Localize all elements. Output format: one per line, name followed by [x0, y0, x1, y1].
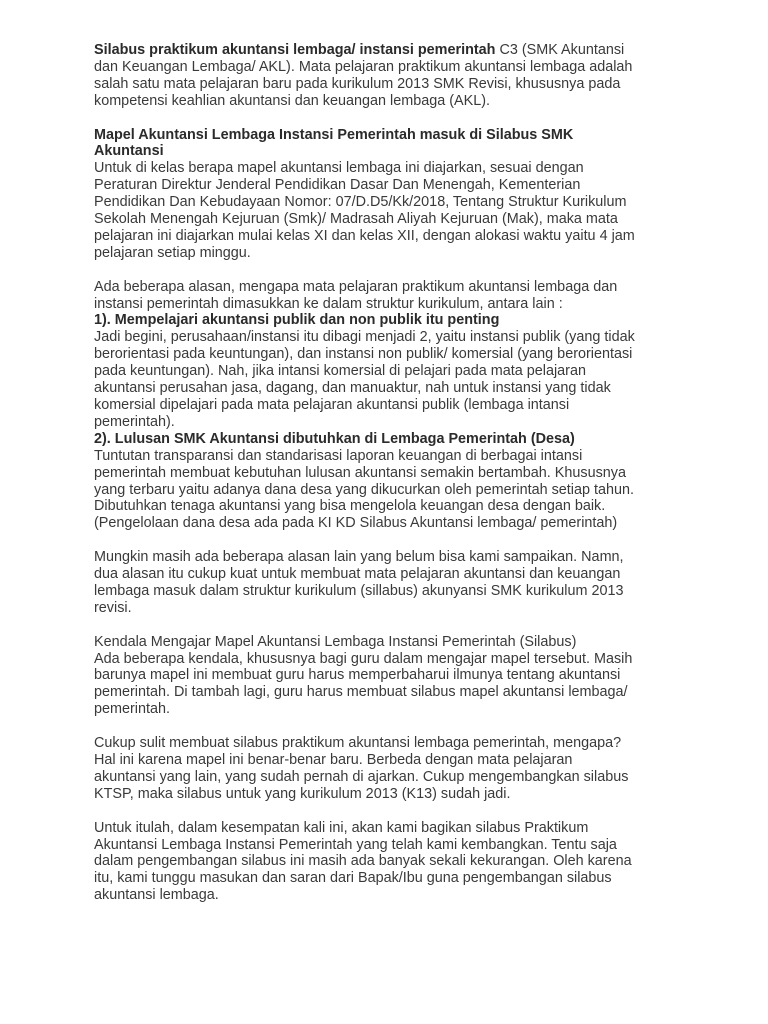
section-heading: Mapel Akuntansi Lembaga Instansi Pemerintah masuk di Silabus SMK — [94, 126, 574, 143]
text-line: Untuk itulah, dalam kesempatan kali ini, akan kami bagikan silabus Praktikum — [94, 819, 589, 836]
text-line: Pendidikan Dan Kebudayaan Nomor: 07/D.D5/Kk/2018, Tentang Struktur Kurikulum — [94, 194, 627, 211]
intro-paragraph — [94, 42, 694, 110]
text-line: pelajaran ini diajarkan mulai kelas XI dan kelas XII, dengan alokasi waktu yaitu 4 jam — [94, 227, 635, 244]
text-line: Ada beberapa alasan, mengapa mata pelajaran praktikum akuntansi lembaga dan — [94, 278, 618, 295]
text-line: berorientasi pada keuntungan), dan instansi non publik/ komersial (yang berorientasi — [94, 346, 633, 363]
text-line: akuntansi perusahan jasa, dagang, dan manuaktur, nah untuk instansi yang tidak — [94, 380, 611, 397]
obstacles-paragraph — [94, 634, 694, 719]
text-line: Ada beberapa kendala, khususnya bagi guru dalam mengajar mapel tersebut. Masih — [94, 650, 633, 667]
text-line: Dibutuhkan tenaga akuntansi yang bisa mengelola keuangan desa dengan baik. — [94, 498, 606, 515]
text-line: Cukup sulit membuat silabus praktikum akuntansi lembaga pemerintah, mengapa? — [94, 735, 622, 752]
text-line: pemerintah). — [94, 413, 175, 430]
text-line: Mungkin masih ada beberapa alasan lain yang belum bisa kami sampaikan. Namn, — [94, 549, 624, 566]
text-line: dan Keuangan Lembaga/ AKL). Mata pelajaran praktikum akuntansi lembaga adalah — [94, 58, 633, 75]
text-line: instansi pemerintah dimasukkan ke dalam struktur kurikulum, antara lain : — [94, 295, 563, 312]
text-line: komersial dipelajari pada mata pelajaran akuntansi publik (lembaga intansi — [94, 397, 570, 413]
text-line: Sekolah Menengah Kejuruan (Smk)/ Madrasah Aliyah Kejuruan (Mak), maka mata — [94, 211, 618, 228]
text-line: pemerintah. — [94, 701, 170, 718]
text-line: pemerintah membuat kebutuhan lulusan akuntansi semakin bertambah. Khususnya — [94, 464, 626, 481]
other-reasons-paragraph — [94, 549, 694, 617]
text-line: revisi. — [94, 599, 132, 616]
text-line: Jadi begini, perusahaan/instansi itu dibagi menjadi 2, yaitu instansi publik (yang tidak — [94, 329, 635, 346]
intro-bold-phrase: Silabus praktikum akuntansi lembaga/ instansi pemerintah — [94, 42, 496, 58]
reasons-paragraph — [94, 279, 694, 533]
text-line: lembaga masuk dalam struktur kurikulum (sillabus) akunyansi SMK kurikulum 2013 — [94, 582, 624, 599]
text-line: akuntansi yang lain, yang sudah pernah di ajarkan. Cukup mengembangkan silabus — [94, 768, 629, 785]
text-line: Hal ini karena mapel ini benar-benar baru. Berbeda dengan mata pelajaran — [94, 751, 573, 768]
section-mapel-paragraph — [94, 127, 694, 262]
intro-rest: C3 (SMK Akuntansi — [495, 42, 625, 58]
reason-heading: 2). Lulusan SMK Akuntansi dibutuhkan di Lembaga Pemerintah (Desa) — [94, 430, 575, 447]
reason-heading: 1). Mempelajari akuntansi publik dan non publik itu penting — [94, 312, 500, 329]
text-line: pelajaran setiap minggu. — [94, 244, 251, 261]
text-line: kompetensi keahlian akuntansi dan keuangan lembaga (AKL). — [94, 92, 491, 109]
text-line: (Pengelolaan dana desa ada pada KI KD Silabus Akuntansi lembaga/ pemerintah) — [94, 515, 618, 532]
closing-paragraph — [94, 820, 694, 905]
text-line: akuntansi lembaga. — [94, 887, 219, 904]
document-page — [94, 42, 694, 921]
section-heading: Akuntansi — [94, 143, 164, 160]
text-line: Peraturan Direktur Jenderal Pendidikan Dasar Dan Menengah, Kementerian — [94, 177, 581, 194]
text-line: KTSP, maka silabus untuk yang kurikulum 2013 (K13) sudah jadi. — [94, 785, 511, 802]
text-line: itu, kami tunggu masukan dan saran dari Bapak/Ibu guna pengembangan silabus — [94, 870, 612, 887]
text-line: pada keuntungan). Nah, jika intansi komersial di pelajari pada mata pelajaran — [94, 363, 586, 380]
text-line: yang terbaru yaitu adanya dana desa yang dikucurkan oleh pemerintah setiap tahun. — [94, 481, 635, 498]
text-line: Akuntansi Lembaga Instansi Pemerintah yang telah kami kembangkan. Tentu saja — [94, 836, 617, 853]
text-line — [94, 42, 694, 59]
text-line: dua alasan itu cukup kuat untuk membuat mata pelajaran akuntansi dan keuangan — [94, 566, 621, 583]
text-line: pemerintah. Di tambah lagi, guru harus membuat silabus mapel akuntansi lembaga/ — [94, 684, 628, 701]
text-line: Kendala Mengajar Mapel Akuntansi Lembaga Instansi Pemerintah (Silabus) — [94, 633, 577, 650]
text-line: barunya mapel ini membuat guru harus memperbaharui ilmunya tentang akuntansi — [94, 667, 621, 684]
text-line: salah satu mata pelajaran baru pada kurikulum 2013 SMK Revisi, khususnya pada — [94, 75, 621, 92]
text-line: Untuk di kelas berapa mapel akuntansi lembaga ini diajarkan, sesuai dengan — [94, 160, 584, 177]
text-line: Tuntutan transparansi dan standarisasi laporan keuangan di berbagai intansi — [94, 447, 583, 464]
text-line: dalam pengembangan silabus ini masih ada banyak sekali kekurangan. Oleh karena — [94, 853, 632, 870]
difficulty-paragraph — [94, 735, 694, 803]
